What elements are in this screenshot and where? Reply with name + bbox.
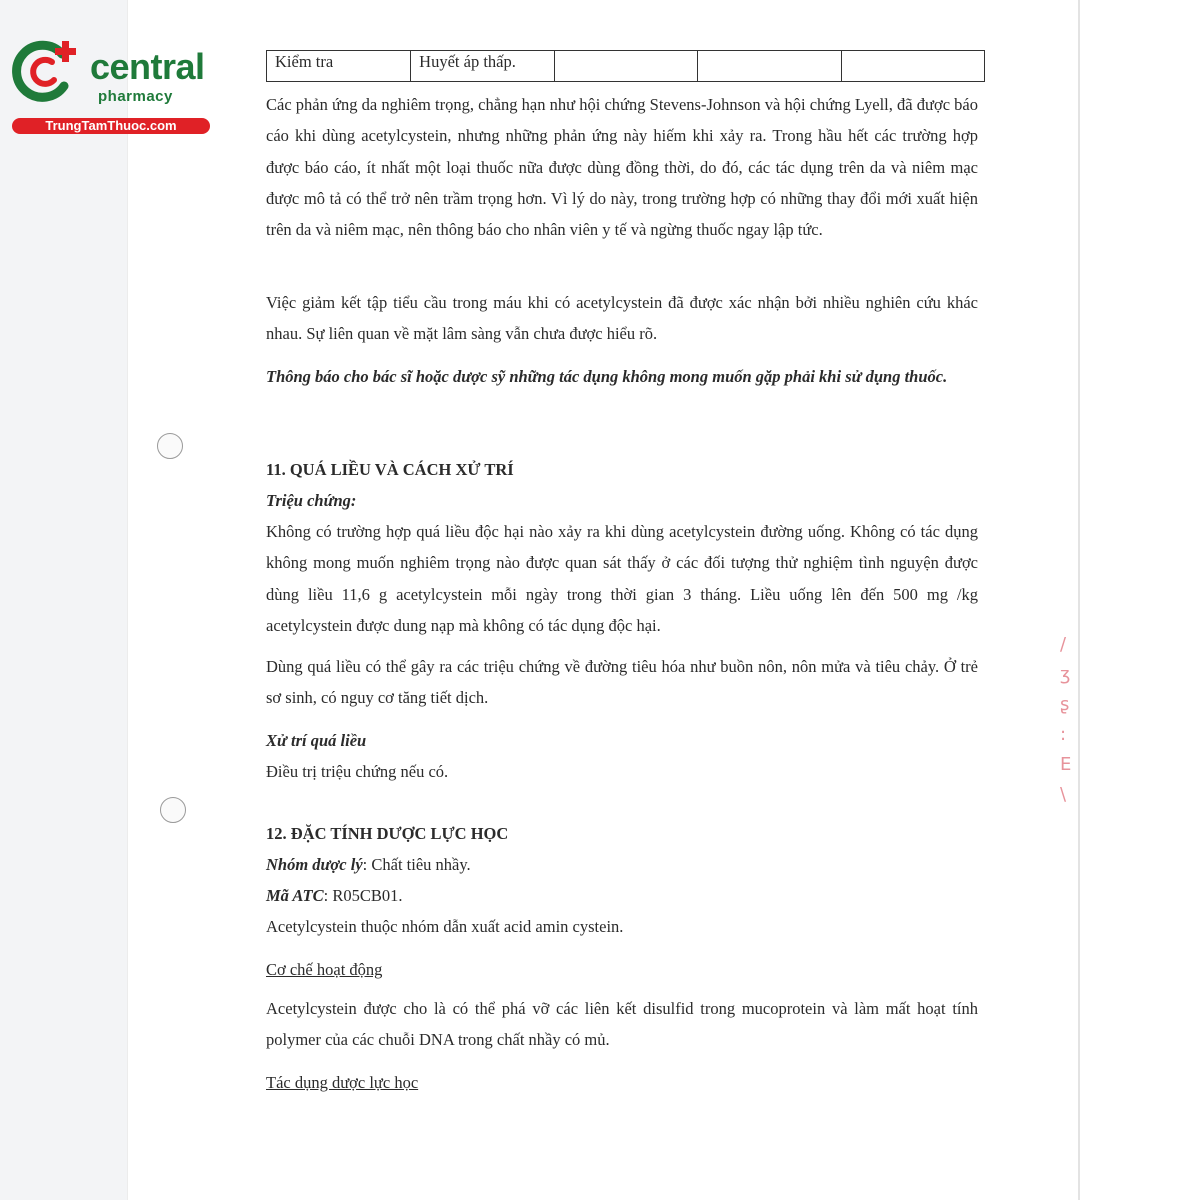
table-cell: Kiểm tra: [267, 51, 411, 82]
table-cell: Huyết áp thấp.: [411, 51, 555, 82]
drug-class-text: Acetylcystein thuộc nhóm dẫn xuất acid amin cystein.: [266, 917, 624, 936]
logo-brand-text: central: [90, 46, 205, 87]
paragraph-overdose-symptoms: Không có trường hợp quá liều độc hại nào xảy ra khi dùng acetylcystein đường uống. Không có tác dụng không mong muốn nghiêm trọng nào được quan sát thấy ở các đối tượng thử nghiệm tình nguyện được dùng liều 11,6 g acetylcystein mỗi ngày trong thời gian 3 tháng. Liều uống lên đến 500 mg /kg acetylcystein được dung nạp mà không có tác dụng độc hại.: [266, 522, 978, 635]
paragraph-platelet: Việc giảm kết tập tiểu cầu trong máu khi có acetylcystein đã được xác nhận bởi nhiều nghiên cứu khác nhau. Sự liên quan về mặt lâm sàng vẫn chưa được hiểu rõ.: [266, 293, 978, 344]
paragraph-skin-reactions: Các phản ứng da nghiêm trọng, chẳng hạn như hội chứng Stevens-Johnson và hội chứng Lyell, đã được báo cáo khi dùng acetylcystein, nhưng những phản ứng này hiếm khi xảy ra. Trong hầu hết các trường hợp được báo cáo, ít nhất một loại thuốc nữa được dùng đồng thời, do đó, các tác dụng trên da và niêm mạc được mô tả có thể trở nên trầm trọng hơn. Vì lý do này, trong trường hợp có những thay đổi mới xuất hiện trên da và niêm mạc, nên thông báo cho nhân viên y tế và ngừng thuốc ngay lập tức.: [266, 95, 978, 240]
drug-group-label: Nhóm dược lý: [266, 855, 363, 874]
pharmacy-cross-c-icon: [12, 40, 76, 104]
table-row: [267, 51, 985, 82]
red-stamp-fragment: / ʒ ʂ : E \: [1060, 634, 1072, 805]
logo-website-link[interactable]: TrungTamThuoc.com: [12, 118, 210, 134]
paragraph-notify-doctor: Thông báo cho bác sĩ hoặc dược sỹ những tác dụng không mong muốn gặp phải khi sử dụng thuốc.: [266, 367, 948, 386]
management-text: Điều trị triệu chứng nếu có.: [266, 762, 449, 781]
paragraph-overdose-gi: Dùng quá liều có thể gây ra các triệu chứng về đường tiêu hóa như buồn nôn, nôn mửa và tiêu chảy. Ở trẻ sơ sinh, có nguy cơ tăng tiết dịch.: [266, 657, 978, 708]
drug-group-line: [266, 849, 978, 880]
table-cell: [555, 51, 698, 82]
page-right-margin: [1078, 0, 1200, 1200]
atc-code-line: [266, 880, 978, 911]
adverse-effects-table: [266, 50, 985, 82]
table-cell: [698, 51, 842, 82]
central-pharmacy-logo[interactable]: [10, 36, 215, 136]
punch-hole-top: [157, 433, 183, 459]
punch-hole-bottom: [160, 797, 186, 823]
pharmacodynamics-label: Tác dụng dược lực học: [266, 1073, 419, 1092]
atc-code-label: Mã ATC: [266, 886, 324, 905]
section-12-heading: 12. ĐẶC TÍNH DƯỢC LỰC HỌC: [266, 824, 509, 843]
atc-code-value: : R05CB01.: [323, 886, 403, 905]
logo-sub-text: pharmacy: [98, 88, 173, 105]
pharmacodynamics-heading: [266, 1067, 978, 1098]
management-label: Xử trí quá liều: [266, 731, 367, 750]
section-11-heading: 11. QUÁ LIỀU VÀ CÁCH XỬ TRÍ: [266, 460, 514, 479]
mechanism-heading: [266, 954, 978, 985]
mechanism-label: Cơ chế hoạt động: [266, 960, 383, 979]
table-cell: [842, 51, 985, 82]
drug-group-value: : Chất tiêu nhầy.: [362, 855, 471, 874]
paragraph-mechanism: Acetylcystein được cho là có thể phá vỡ các liên kết disulfid trong mucoprotein và làm mất hoạt tính polymer của các chuỗi DNA trong chất nhầy có mủ.: [266, 999, 978, 1050]
symptoms-label: Triệu chứng:: [266, 491, 357, 510]
